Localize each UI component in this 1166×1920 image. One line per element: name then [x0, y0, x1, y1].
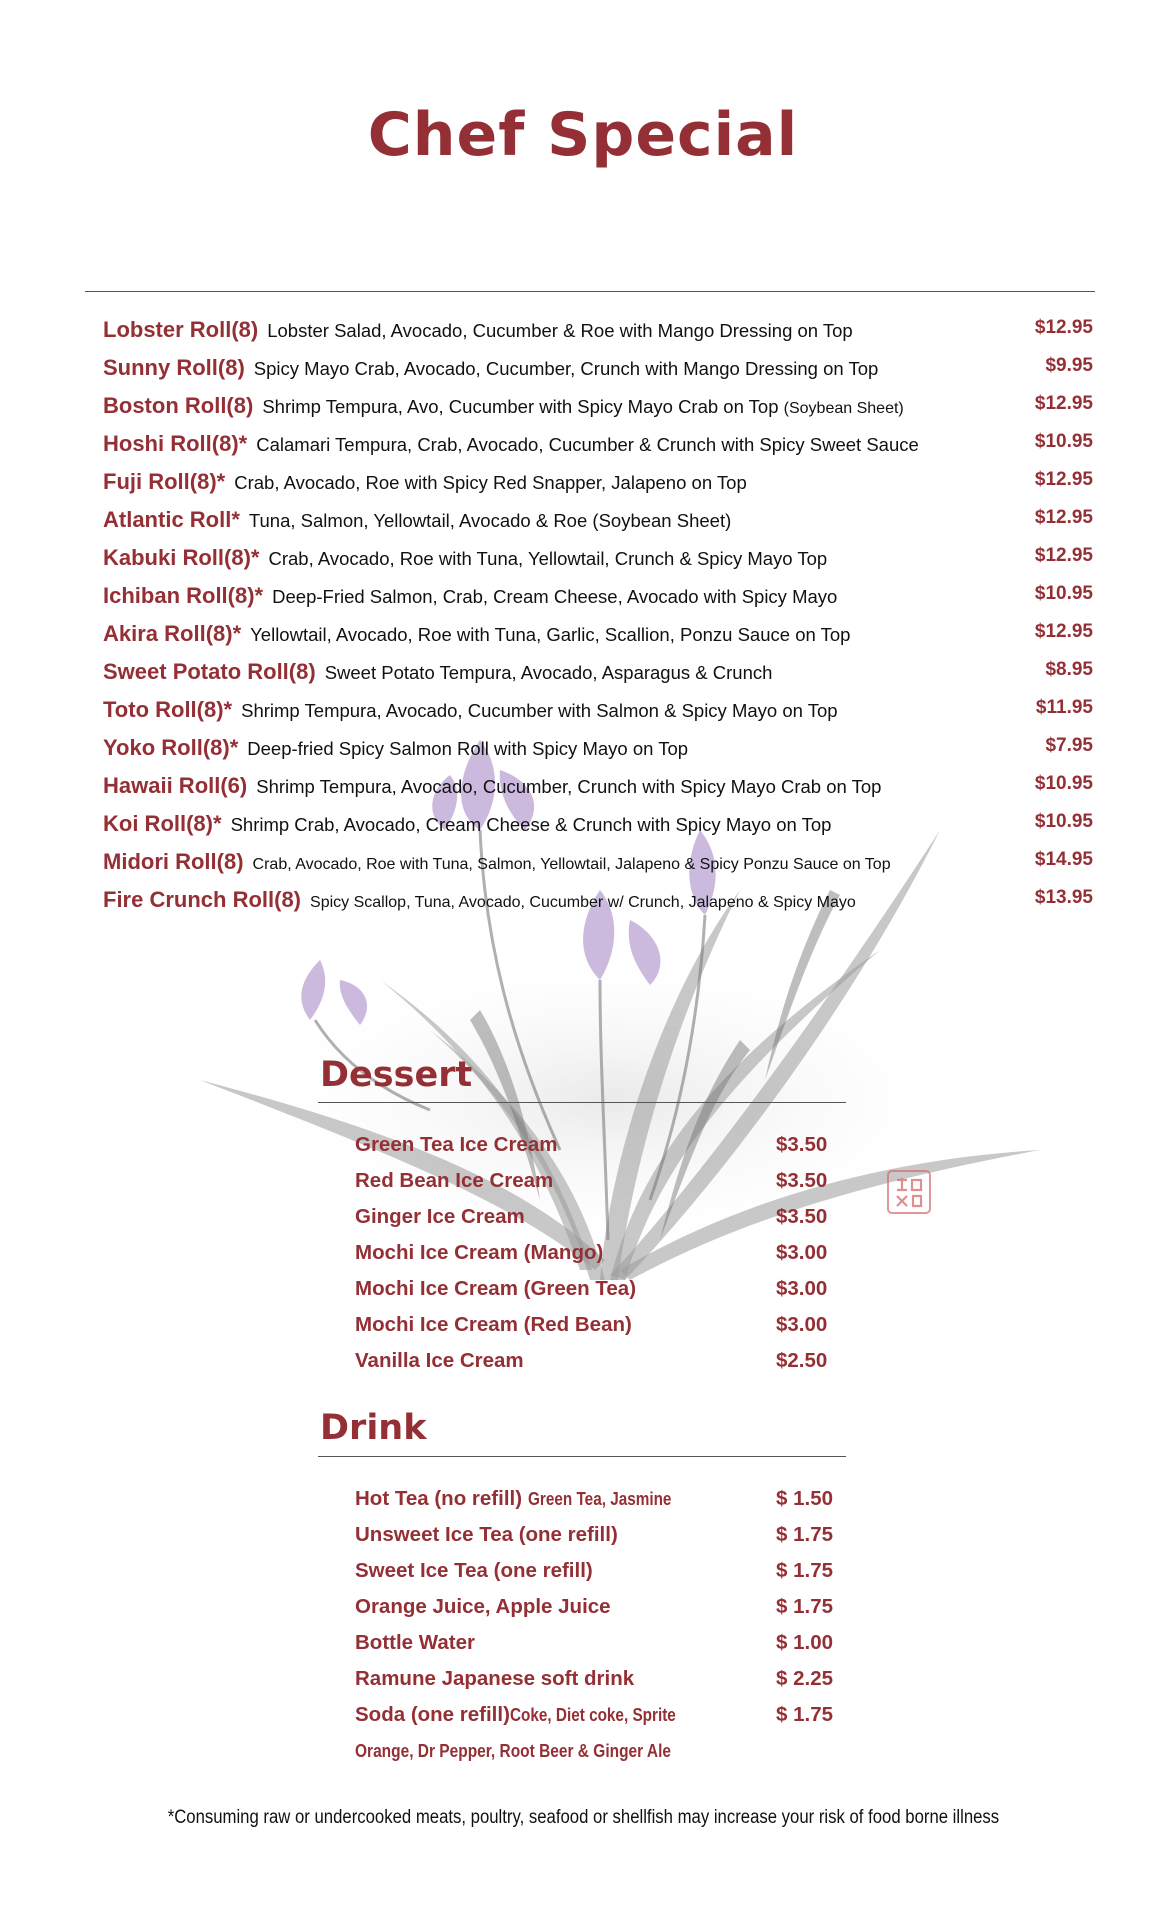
dessert-list [355, 1133, 835, 1385]
item-description: Crab, Avocado, Roe with Tuna, Salmon, Yellowtail, Jalapeno & Spicy Ponzu Sauce on Top [252, 856, 891, 873]
item-price: $ 1.00 [776, 1631, 833, 1654]
item-price: $10.95 [1034, 583, 1093, 604]
item-price: $ 1.75 [776, 1523, 833, 1546]
item-price: $3.50 [776, 1133, 828, 1156]
item-price: $9.95 [1045, 355, 1093, 376]
item-price: $ 1.50 [776, 1487, 833, 1510]
food-safety-disclaimer: *Consuming raw or undercooked meats, poultry, seafood or shellfish may increase your risk of food borne illness [167, 1807, 999, 1828]
dessert-divider [318, 1102, 846, 1103]
drink-list [355, 1487, 835, 1775]
item-price: $10.95 [1034, 773, 1093, 794]
drink-item [355, 1523, 835, 1559]
page-title: Chef Special [367, 100, 799, 170]
item-price: $3.50 [776, 1205, 828, 1228]
item-name: Soda (one refill) [355, 1703, 510, 1726]
item-price: $ 1.75 [776, 1703, 833, 1726]
item-price: $10.95 [1034, 811, 1093, 832]
dessert-item [355, 1277, 835, 1313]
drink-heading: Drink [320, 1408, 427, 1448]
item-name: Fuji Roll(8)* [103, 469, 226, 494]
item-name: Mochi Ice Cream (Red Bean) [355, 1313, 632, 1336]
item-price: $3.00 [776, 1313, 828, 1336]
item-name: Bottle Water [355, 1631, 475, 1654]
item-description: Tuna, Salmon, Yellowtail, Avocado & Roe (Soybean Sheet) [248, 510, 732, 531]
item-description: Spicy Mayo Crab, Avocado, Cucumber, Crunch with Mango Dressing on Top [253, 358, 879, 379]
soda-flavors: Orange, Dr Pepper, Root Beer & Ginger Ale [355, 1741, 671, 1761]
item-name: Ramune Japanese soft drink [355, 1667, 635, 1690]
menu-item [103, 697, 1093, 735]
item-name: Vanilla Ice Cream [355, 1349, 524, 1372]
item-name: Yoko Roll(8)* [103, 735, 239, 760]
dessert-heading: Dessert [320, 1055, 473, 1095]
item-price: $2.50 [776, 1349, 828, 1372]
item-price: $ 1.75 [776, 1595, 833, 1618]
item-name: Toto Roll(8)* [103, 697, 233, 722]
item-name: Akira Roll(8)* [103, 621, 242, 646]
red-chop-seal [885, 1168, 933, 1216]
item-detail: Coke, Diet coke, Sprite [509, 1705, 676, 1725]
item-price: $3.50 [776, 1169, 828, 1192]
menu-item [103, 469, 1093, 507]
item-name: Hot Tea (no refill) [355, 1487, 523, 1510]
menu-item [103, 659, 1093, 697]
drink-item [355, 1559, 835, 1595]
item-description: Deep-fried Spicy Salmon Roll with Spicy Mayo on Top [247, 738, 689, 759]
item-name: Ginger Ice Cream [355, 1205, 525, 1228]
menu-item [103, 355, 1093, 393]
item-description: Spicy Scallop, Tuna, Avocado, Cucumber w/ Crunch, Jalapeno & Spicy Mayo [310, 894, 856, 911]
item-name: Mochi Ice Cream (Mango) [355, 1241, 604, 1264]
item-name: Hawaii Roll(6) [103, 773, 248, 798]
title-divider [85, 291, 1095, 292]
item-detail: Green Tea, Jasmine [527, 1489, 672, 1509]
item-description: Crab, Avocado, Roe with Spicy Red Snapper, Jalapeno on Top [234, 472, 747, 493]
item-name: Red Bean Ice Cream [355, 1169, 554, 1192]
item-price: $12.95 [1034, 317, 1093, 338]
item-price: $7.95 [1045, 735, 1093, 756]
item-price: $10.95 [1034, 431, 1093, 452]
item-name: Mochi Ice Cream (Green Tea) [355, 1277, 637, 1300]
item-description: Crab, Avocado, Roe with Tuna, Yellowtail, Crunch & Spicy Mayo Top [268, 548, 828, 569]
item-price: $3.00 [776, 1277, 828, 1300]
menu-item [103, 507, 1093, 545]
drink-continuation [355, 1739, 835, 1775]
drink-item [355, 1631, 835, 1667]
item-name: Lobster Roll(8) [103, 317, 259, 342]
dessert-item [355, 1205, 835, 1241]
menu-item [103, 583, 1093, 621]
item-name: Koi Roll(8)* [103, 811, 222, 836]
menu-item [103, 773, 1093, 811]
dessert-item [355, 1241, 835, 1277]
dessert-item [355, 1313, 835, 1349]
item-name: Green Tea Ice Cream [355, 1133, 558, 1156]
item-name: Boston Roll(8) [103, 393, 254, 418]
item-price: $3.00 [776, 1241, 828, 1264]
item-price: $12.95 [1034, 393, 1093, 414]
item-description: Shrimp Tempura, Avo, Cucumber with Spicy Mayo Crab on Top (Soybean Sheet) [262, 396, 904, 417]
item-name: Sweet Ice Tea (one refill) [355, 1559, 593, 1582]
item-price: $ 1.75 [776, 1559, 833, 1582]
item-description: Shrimp Crab, Avocado, Cream Cheese & Crunch with Spicy Mayo on Top [230, 814, 832, 835]
item-name: Unsweet Ice Tea (one refill) [355, 1523, 618, 1546]
menu-item [103, 621, 1093, 659]
item-price: $8.95 [1045, 659, 1093, 680]
item-price: $11.95 [1035, 697, 1093, 718]
drink-item [355, 1667, 835, 1703]
item-description: Lobster Salad, Avocado, Cucumber & Roe with Mango Dressing on Top [267, 320, 853, 341]
item-name: Atlantic Roll* [103, 507, 240, 532]
item-description: Shrimp Tempura, Avocado, Cucumber with Salmon & Spicy Mayo on Top [241, 700, 838, 721]
item-name: Hoshi Roll(8)* [103, 431, 248, 456]
item-name: Orange Juice, Apple Juice [355, 1595, 611, 1618]
item-price: $13.95 [1034, 887, 1093, 908]
chef-special-list [103, 317, 1093, 925]
item-name: Sweet Potato Roll(8) [103, 659, 316, 684]
menu-item [103, 849, 1093, 887]
item-name: Midori Roll(8) [103, 849, 244, 874]
item-price: $12.95 [1034, 545, 1093, 566]
menu-item [103, 887, 1093, 925]
item-description: Calamari Tempura, Crab, Avocado, Cucumber & Crunch with Spicy Sweet Sauce [256, 434, 919, 455]
item-description: Sweet Potato Tempura, Avocado, Asparagus & Crunch [324, 662, 773, 683]
item-description: Shrimp Tempura, Avocado, Cucumber, Crunch with Spicy Mayo Crab on Top [256, 776, 882, 797]
menu-item [103, 393, 1093, 431]
item-price: $12.95 [1034, 507, 1093, 528]
item-name: Sunny Roll(8) [103, 355, 245, 380]
dessert-item [355, 1169, 835, 1205]
item-price: $ 2.25 [776, 1667, 833, 1690]
item-name: Ichiban Roll(8)* [103, 583, 264, 608]
drink-divider [318, 1456, 846, 1457]
menu-item [103, 735, 1093, 773]
menu-item [103, 431, 1093, 469]
drink-item [355, 1595, 835, 1631]
dessert-item [355, 1133, 835, 1169]
item-name: Fire Crunch Roll(8) [103, 887, 302, 912]
item-price: $12.95 [1034, 621, 1093, 642]
drink-item [355, 1703, 835, 1739]
item-description: Yellowtail, Avocado, Roe with Tuna, Garlic, Scallion, Ponzu Sauce on Top [250, 624, 851, 645]
item-description: Deep-Fried Salmon, Crab, Cream Cheese, Avocado with Spicy Mayo [272, 586, 838, 607]
item-price: $12.95 [1034, 469, 1093, 490]
item-name: Kabuki Roll(8)* [103, 545, 260, 570]
menu-item [103, 811, 1093, 849]
dessert-item [355, 1349, 835, 1385]
menu-item [103, 317, 1093, 355]
item-price: $14.95 [1034, 849, 1093, 870]
menu-item [103, 545, 1093, 583]
drink-item [355, 1487, 835, 1523]
